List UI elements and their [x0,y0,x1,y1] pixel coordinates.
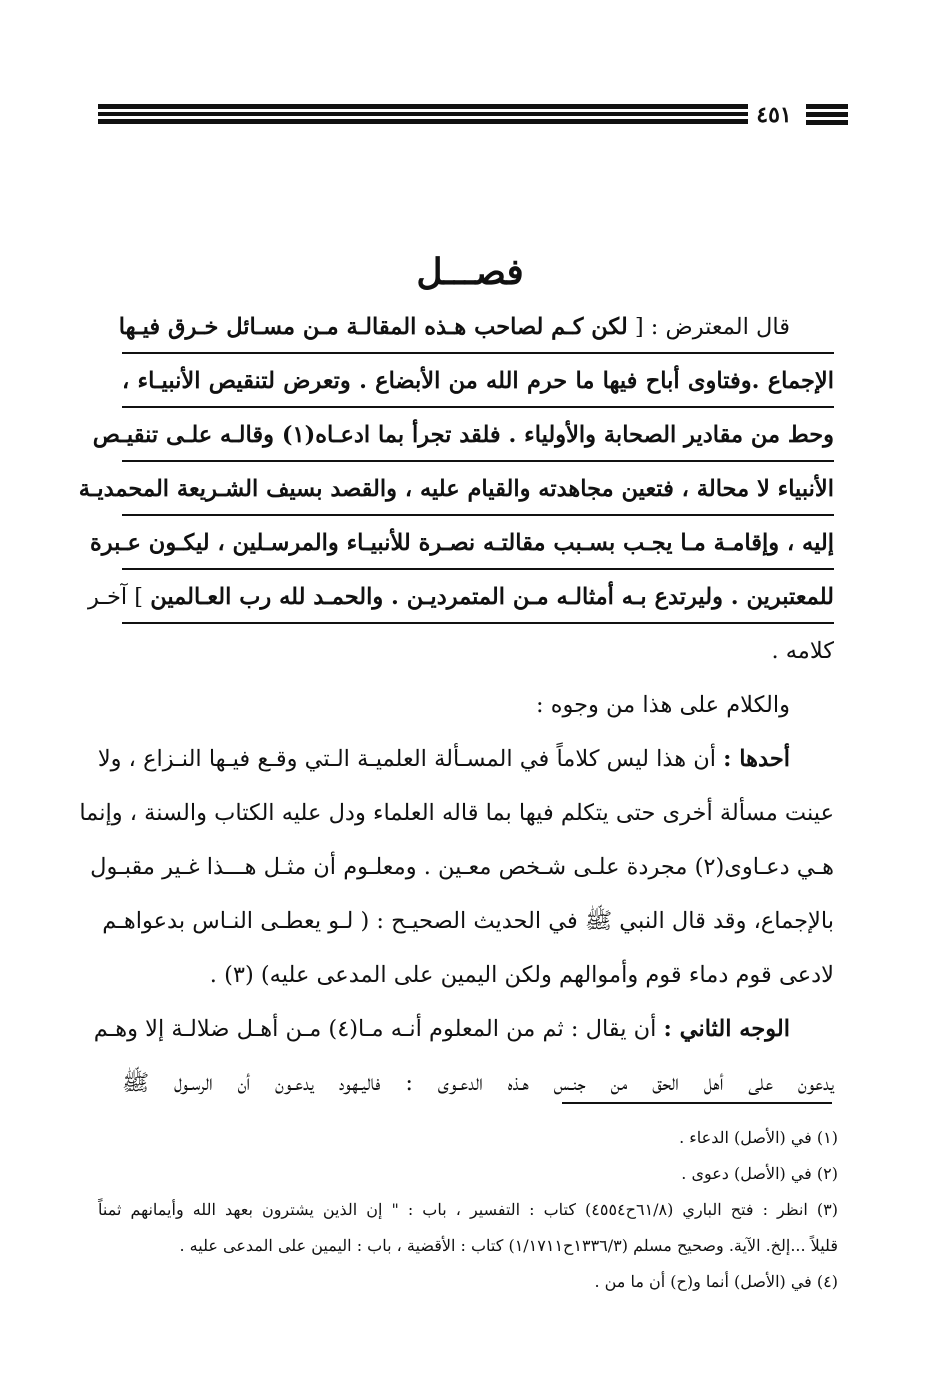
quote-closing: ] آخـر [87,584,151,610]
second-aspect-line: يدعون على أهل الحق من جنـس هـذه الدعـوى : فاليـهود يدعـون أن الرسـول ﷺ [122,1070,834,1096]
first-aspect-line [97,732,834,786]
first-aspect-line: عينت مسألة أخرى حتى يتكلم فيها بما قاله العلماء ودل عليه الكتاب والسنة ، وإنما [79,800,834,826]
first-aspect-text: أن هذا ليس كلاماً في المسـألة العلميـة الـتي وقـع فيـها النـزاع ، ولا [97,746,716,772]
main-text [78,300,834,1110]
footnote: (٣) انظر : فتح الباري (٦١/٨ح٤٥٥٤) كتاب : التفسير ، باب : " إن الذين يشترون بعهد الله وأيمانهم ثمناً [98,1200,839,1219]
quote-line [87,570,834,624]
quote-text: للمعتبرين . وليرتدع بـه أمثالـه مـن المتمرديـن . والحمـد لله رب العـالمين [150,584,834,610]
footnote: (٢) في (الأصل) دعوى . [681,1164,838,1183]
chapter-title: فصـــل [416,251,524,293]
second-aspect-label: الوجه الثاني : [663,1016,790,1042]
footnote: (٤) في (الأصل) أنما و(ح) أن ما من . [594,1272,838,1291]
footnote: (١) في (الأصل) الدعاء . [679,1128,838,1147]
quote-line [118,300,834,354]
second-aspect-line [93,1002,834,1056]
quote-text: وحط من مقادير الصحابة والأولياء . فلقد تجرأ بما ادعـاه(١) وقالـه علـى تنقيـص [92,422,834,448]
first-aspect-line: هـي دعـاوى(٢) مجردة علـى شـخص معـين . ومعلـوم أن مثـل هـــذا غـير مقبـول [90,854,834,880]
header-rule-right [806,104,848,128]
first-aspect-line: بالإجماع، وقد قال النبي ﷺ في الحديث الصحيـح : ( لـو يعطـى النـاس بدعواهـم [102,908,834,934]
quote-text: الأنبياء لا محالة ، فتعين مجاهدته والقيام عليه ، والقصد بسيف الشـريعة المحمديـة [78,476,834,502]
first-aspect-line: لادعى قوم دماء قوم وأموالهم ولكن اليمين على المدعى عليه) (٣) . [209,962,834,988]
quote-text: لكن كـم لصاحب هـذه المقالـة مـن مسـائل خـرق فيـها [118,314,628,340]
footnotes [98,1120,838,1300]
header-rule-left [98,104,748,127]
first-aspect-label: أحدها : [723,746,790,772]
quote-text: إليه ، وإقامـة مـا يجـب بسـبب مقالتـه نصـرة للأنبيـاء والمرسـلين ، ليكـون عـبرة [89,530,834,556]
quote-text: الإجماع .وفتاوى أباح فيها ما حرم الله من الأبضاع . وتعرض لتنقيص الأنبيـاء ، [122,368,834,394]
second-aspect-text: أن يقال : ثم من المعلوم أنـه مـا(٤) مـن أهـل ضلالـة إلا وهـم [93,1016,657,1042]
quote-line [89,516,834,570]
page-number: ٤٥١ [756,102,792,128]
intro-line: والكلام على هذا من وجوه : [535,692,790,718]
quote-line [122,354,834,408]
quote-intro: قال المعترض : [ [627,314,790,340]
footnote: قليلاً ...إلخ. الآية. وصحيح مسلم (١٣٣٦/٣ح١/١٧١١) كتاب : الأقضية ، باب : اليمين على المدعى عليه . [179,1236,838,1255]
quote-line [92,408,834,462]
page-header [98,100,848,132]
footnote-divider [562,1102,832,1104]
quote-line [78,462,834,516]
quote-end-line: كلامه . [771,638,834,664]
